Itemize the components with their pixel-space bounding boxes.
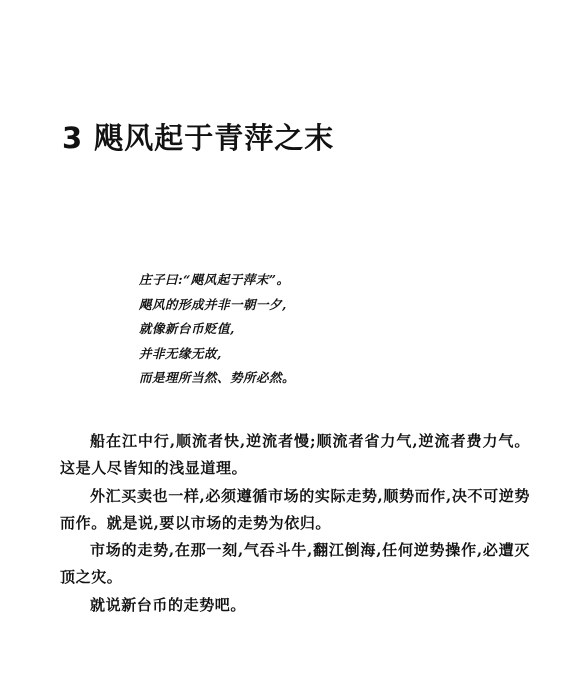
epigraph-line: 飓风的形成并非一朝一夕, [139,296,287,312]
paragraph: 船在江中行,顺流者快,逆流者慢;顺流者省力气,逆流者费力气。这是人尽皆知的浅显道理。 [60,432,530,478]
body-text [60,428,530,619]
paragraph: 市场的走势,在那一刻,气吞斗牛,翻江倒海,任何逆势操作,必遭灭顶之灾。 [60,541,530,587]
epigraph-line: 庄子曰:“飓风起于萍末”。 [139,272,290,287]
epigraph-line: 而是理所当然、势所必然。 [139,370,296,385]
epigraph-line: 就像新台币贬值, [139,321,235,336]
paragraph: 外汇买卖也一样,必须遵循市场的实际走势,顺势而作,决不可逆势而作。就是说,要以市场的走势为依归。 [60,486,530,532]
paragraph: 就说新台币的走势吧。 [90,595,247,614]
chapter-title: 3 飓风起于青萍之末 [62,121,335,155]
epigraph-line: 并非无缘无故, [139,345,222,361]
epigraph [139,268,295,391]
